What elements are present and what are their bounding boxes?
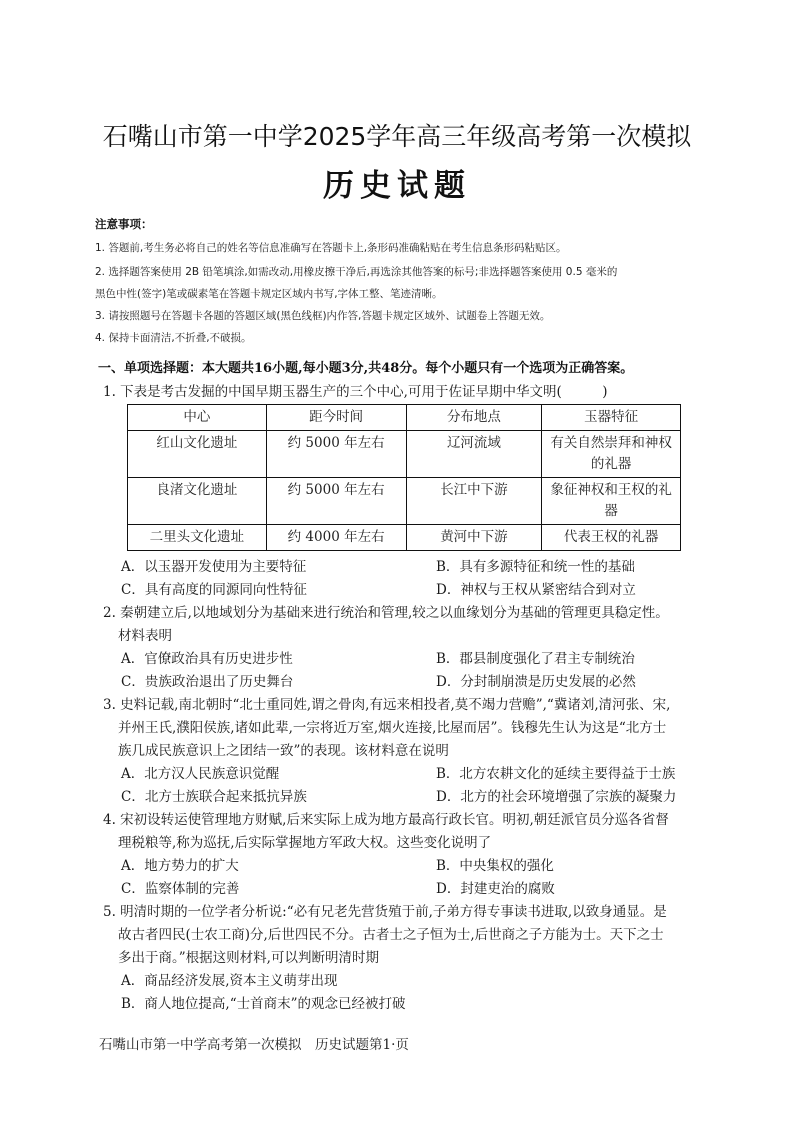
table-cell: 黄河中下游 — [406, 525, 542, 551]
table-cell-line: 有关自然崇拜和神权 — [550, 435, 672, 451]
notice-item: 3. 请按照题号在答题卡各题的答题区域(黑色线框)内作答,答题卡规定区域外、试题卷上答题无效。 — [95, 310, 551, 322]
option-d[interactable]: D．北方的社会环境增强了宗族的凝聚力 — [436, 789, 677, 805]
question-stem: 3. 史料记载,南北朝时“北士重同姓,谓之骨肉,有远来相投者,莫不竭力营赡”,“冀诸刘,清河张、宋, — [103, 697, 671, 713]
page-footer: 石嘴山市第一中学高考第一次模拟 历史试题第1·页 — [99, 1037, 409, 1053]
notice-heading: 注意事项： — [95, 217, 153, 231]
option-c[interactable]: C．贵族政治退出了历史舞台 — [121, 674, 294, 690]
table-cell-line: 器 — [604, 503, 618, 519]
table-row — [128, 478, 681, 525]
table-cell: 辽河流域 — [406, 431, 542, 478]
table-header-cell: 距今时间 — [266, 405, 406, 431]
table-cell — [542, 478, 681, 525]
table-cell: 红山文化遗址 — [128, 431, 267, 478]
table-cell: 长江中下游 — [406, 478, 542, 525]
question-stem-continued: 材料表明 — [118, 628, 172, 644]
table-cell: 约 5000 年左右 — [266, 431, 406, 478]
option-c[interactable]: C．北方士族联合起来抵抗异族 — [121, 789, 307, 805]
question-stem: 4. 宋初设转运使管理地方财赋,后来实际上成为地方最高行政长官。明初,朝廷派官员分巡各省督 — [103, 812, 669, 828]
table-cell: 二里头文化遗址 — [128, 525, 267, 551]
exam-title: 石嘴山市第一中学2025学年高三年级高考第一次模拟 — [102, 122, 692, 151]
jade-centers-table — [127, 404, 681, 551]
section-heading: 一、单项选择题：本大题共16小题,每小题3分,共48分。每个小题只有一个选项为正确答案。 — [98, 361, 634, 376]
option-d[interactable]: D．分封制崩溃是历史发展的必然 — [436, 674, 636, 690]
table-row — [128, 431, 681, 478]
exam-subject-title: 历史试题 — [323, 168, 471, 204]
question-stem-continued: 多出于商。”根据这则材料,可以判断明清时期 — [118, 950, 379, 966]
question-stem: 2. 秦朝建立后,以地域划分为基础来进行统治和管理,较之以血缘划分为基础的管理更具稳定性。 — [103, 605, 669, 621]
question-stem: 1. 下表是考古发掘的中国早期玉器生产的三个中心,可用于佐证早期中华文明( ) — [103, 384, 608, 400]
table-cell: 代表王权的礼器 — [542, 525, 681, 551]
table-cell-line: 象征神权和王权的礼 — [550, 482, 672, 498]
notice-item: 黑色中性(签字)笔或碳素笔在答题卡规定区域内书写,字体工整、笔迹清晰。 — [95, 288, 443, 300]
option-b[interactable]: B．北方农耕文化的延续主要得益于士族 — [436, 766, 676, 782]
notice-item: 1. 答题前,考生务必将自己的姓名等信息准确写在答题卡上,条形码准确粘贴在考生信息条形码粘贴区。 — [95, 242, 567, 254]
question-stem-continued: 故古者四民(士农工商)分,后世四民不分。古者士之子恒为士,后世商之子方能为士。天下之士 — [118, 927, 664, 943]
option-b[interactable]: B．中央集权的强化 — [436, 858, 554, 874]
question-stem-continued: 族几成民族意识上之团结一致”的表现。该材料意在说明 — [118, 743, 449, 759]
table-header-cell: 中心 — [128, 405, 267, 431]
question-stem-continued: 理税粮等,称为巡抚,后实际掌握地方军政大权。这些变化说明了 — [118, 835, 492, 851]
table-header-cell: 分布地点 — [406, 405, 542, 431]
table-header-row — [128, 405, 681, 431]
option-d[interactable]: D．神权与王权从紧密结合到对立 — [436, 582, 636, 598]
option-c[interactable]: C．监察体制的完善 — [121, 881, 240, 897]
table-cell: 良渚文化遗址 — [128, 478, 267, 525]
option-a[interactable]: A．北方汉人民族意识觉醒 — [121, 766, 280, 782]
option-a[interactable]: A．商品经济发展,资本主义萌芽出现 — [121, 973, 338, 989]
option-d[interactable]: D．封建吏治的腐败 — [436, 881, 555, 897]
table-cell: 约 4000 年左右 — [266, 525, 406, 551]
option-b[interactable]: B．商人地位提高,“士首商末”的观念已经被打破 — [121, 996, 406, 1012]
option-a[interactable]: A．以玉器开发使用为主要特征 — [121, 559, 307, 575]
question-stem-continued: 并州王氏,濮阳侯族,诸如此辈,一宗将近万室,烟火连接,比屋而居”。钱穆先生认为这是“北方士 — [118, 720, 667, 736]
notice-item: 2. 选择题答案使用 2B 铅笔填涂,如需改动,用橡皮擦干净后,再选涂其他答案的标号;非选择题答案使用 0.5 毫米的 — [95, 266, 618, 278]
table-row — [128, 525, 681, 551]
option-b[interactable]: B．具有多源特征和统一性的基础 — [436, 559, 635, 575]
option-a[interactable]: A．官僚政治具有历史进步性 — [121, 651, 293, 667]
table-cell — [542, 431, 681, 478]
question-stem: 5. 明清时期的一位学者分析说:“必有兄老先营货殖于前,子弟方得专事读书进取,以致身通显。是 — [103, 904, 667, 920]
table-cell: 约 5000 年左右 — [266, 478, 406, 525]
option-b[interactable]: B．郡县制度强化了君主专制统治 — [436, 651, 635, 667]
table-cell-line: 的礼器 — [590, 456, 632, 472]
option-c[interactable]: C．具有高度的同源同向性特征 — [121, 582, 307, 598]
table-header-cell: 玉器特征 — [542, 405, 681, 431]
notice-item: 4. 保持卡面清洁,不折叠,不破损。 — [95, 332, 252, 344]
option-a[interactable]: A．地方势力的扩大 — [121, 858, 239, 874]
